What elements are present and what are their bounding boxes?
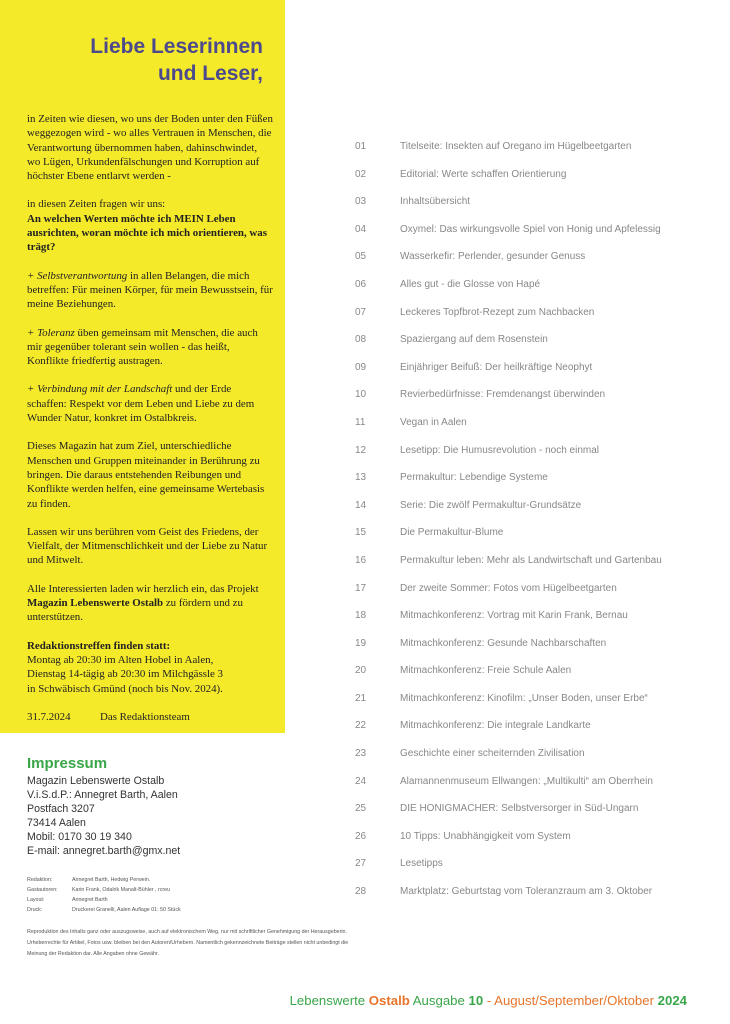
toc-page-number: 10 (355, 389, 367, 401)
toc-entry (355, 693, 725, 721)
toc-title: Mitmachkonferenz: Vortrag mit Karin Frank, Bernau (400, 610, 628, 622)
credit-value: Annegret Barth (72, 897, 108, 903)
meeting-line-2: Dienstag 14-tägig ab 20:30 im Milchgässle 3 (27, 668, 223, 681)
invitation-text-a: Alle Interessierten laden wir herzlich ein, das Projekt (27, 582, 259, 595)
toc-page-number: 02 (355, 168, 367, 180)
toc-entry (355, 251, 725, 279)
toc-entry (355, 610, 725, 638)
toc-entry (355, 196, 725, 224)
letter-value-connection (27, 382, 273, 425)
credit-label: Druck: (27, 907, 43, 913)
toc-title: 10 Tipps: Unabhängigkeit vom System (400, 830, 571, 842)
impressum-details (27, 775, 180, 858)
impressum-line: Postfach 3207 (27, 802, 95, 815)
toc-entry (355, 500, 725, 528)
toc-entry (355, 583, 725, 611)
credit-value: Karin Frank, Odalrik Manalt-Bühler , rcreu (72, 887, 171, 893)
toc-title: Permakultur: Lebendige Systeme (400, 472, 548, 484)
toc-page-number: 03 (355, 196, 367, 208)
toc-page-number: 15 (355, 527, 367, 539)
toc-entry (355, 334, 725, 362)
toc-entry (355, 472, 725, 500)
toc-title: Spaziergang auf dem Rosenstein (400, 334, 548, 346)
letter-value-tolerance (27, 326, 273, 369)
value-label: + Toleranz (27, 326, 75, 339)
meetings-heading: Redaktionstreffen finden statt: (27, 639, 171, 652)
toc-page-number: 26 (355, 830, 367, 842)
credit-row (27, 905, 181, 915)
value-text: in allen Belangen, die mich betreffen: Für meinen Körper, für mein Bewusstsein, für meine Beziehungen. (27, 269, 273, 311)
editorial-heading (90, 33, 263, 87)
letter-question-intro: in diesen Zeiten fragen wir uns: (27, 198, 166, 211)
disclaimer-line: Reproduktion des Inhalts ganz oder auszugsweise, auch auf elektronischem Weg, nur mit schriftlicher Genehmigung der Herausgeberin. (27, 929, 347, 935)
toc-page-number: 12 (355, 444, 367, 456)
toc-page-number: 01 (355, 141, 367, 152)
value-text: und der Erde schaffen: Respekt vor dem Leben und Liebe zu dem Wunder Natur, konkret im Ostalbkreis. (27, 383, 255, 425)
credit-label: Gastautoren: (27, 887, 58, 893)
toc-entry (355, 776, 725, 804)
toc-title: Permakultur leben: Mehr als Landwirtschaft und Gartenbau (400, 554, 662, 566)
toc-page-number: 22 (355, 720, 367, 732)
letter-paragraph-2 (27, 197, 273, 254)
footer-lebenswerte: Lebenswerte (289, 993, 366, 1008)
toc-page-number: 21 (355, 692, 367, 704)
toc-entry (355, 886, 725, 914)
editorial-panel (0, 0, 285, 733)
toc-page-number: 05 (355, 251, 367, 263)
toc-entry (355, 555, 725, 583)
toc-page-number: 18 (355, 610, 367, 622)
toc-title: Marktplatz: Geburtstag vom Toleranzraum am 3. Oktober (400, 886, 653, 898)
value-text: üben gemeinsam mit Menschen, die auch mir gegenüber tolerant sein wollen - das heißt, Konflikte friedfertig austragen. (27, 326, 258, 368)
toc-title: Wasserkefir: Perlender, gesunder Genuss (400, 251, 586, 263)
impressum-credits (27, 875, 181, 915)
toc-page-number: 09 (355, 361, 367, 373)
toc-title: Mitmachkonferenz: Die integrale Landkarte (400, 720, 591, 732)
toc-title: Einjähriger Beifuß: Der heilkräftige Neophyt (400, 361, 593, 373)
toc-entry (355, 638, 725, 666)
toc-title: Editorial: Werte schaffen Orientierung (400, 168, 567, 180)
toc-page-number: 23 (355, 748, 367, 760)
impressum-line: V.i.S.d.P.: Annegret Barth, Aalen (27, 788, 178, 801)
credit-label: Redaktion: (27, 877, 53, 883)
toc-page-number: 19 (355, 637, 367, 649)
credit-value: Annegret Barth, Hedwig Perwein. (72, 877, 151, 883)
value-label: + Selbstverantwortung (27, 269, 128, 282)
toc-entry (355, 389, 725, 417)
toc-page-number: 04 (355, 223, 367, 235)
toc-title: Oxymel: Das wirkungsvolle Spiel von Honig und Apfelessig (400, 223, 661, 235)
toc-title: Inhaltsübersicht (400, 196, 471, 208)
magazine-name: Magazin Lebenswerte Ostalb (27, 597, 164, 610)
footer-months: - August/September/Oktober (486, 993, 654, 1008)
toc-title: Leckeres Topfbrot-Rezept zum Nachbacken (400, 306, 595, 318)
toc-entry (355, 831, 725, 859)
toc-title: Serie: Die zwölf Permakultur-Grundsätze (400, 499, 582, 511)
toc-title: Revierbedürfnisse: Fremdenangst überwinden (400, 389, 606, 401)
toc-entry (355, 417, 725, 445)
letter-paragraph-peace: Lassen wir uns berühren vom Geist des Friedens, der Vielfalt, der Mitmenschlichkeit und der Liebe zu Natur und Mitwelt. (27, 525, 268, 567)
toc-entry (355, 279, 725, 307)
credit-row (27, 875, 181, 885)
letter-signature: Das Redaktionsteam (100, 710, 190, 723)
toc-entry (355, 748, 725, 776)
toc-entry (355, 527, 725, 555)
disclaimer-line: Urheberrechte für Artikel, Fotos usw. bleiben bei den Autoren/Urhebern. Namentlich gekennzeichnete Beiträge stellen nicht unbedingt die (27, 940, 349, 946)
toc-page-number: 08 (355, 334, 367, 346)
impressum-line: Mobil: 0170 30 19 340 (27, 830, 132, 843)
letter-date: 31.7.2024 (27, 710, 71, 723)
toc-page-number: 17 (355, 582, 367, 594)
toc-title: Der zweite Sommer: Fotos vom Hügelbeetgarten (400, 582, 617, 594)
toc-entry (355, 803, 725, 831)
impressum-line: E-mail: annegret.barth@gmx.net (27, 844, 181, 857)
footer-issue-number: 10 (468, 993, 484, 1008)
letter-paragraph-goal: Dieses Magazin hat zum Ziel, unterschiedliche Menschen und Gruppen miteinander in Berührung zu bringen. Die daraus entstehenden Reibungen und Konflikte werden helfen, eine gemeinsame Wertebasis zu finden. (27, 440, 265, 510)
toc-page-number: 06 (355, 278, 367, 290)
toc-page-number: 28 (355, 886, 367, 898)
toc-page-number: 16 (355, 554, 367, 566)
editorial-letter (27, 112, 273, 724)
letter-signature-row (27, 710, 273, 724)
toc-entry (355, 307, 725, 335)
letter-meetings (27, 639, 273, 696)
toc-title: Mitmachkonferenz: Freie Schule Aalen (400, 665, 572, 677)
toc-title: Geschichte einer scheiternden Zivilisation (400, 748, 585, 760)
toc-page-number: 20 (355, 665, 367, 677)
footer-ausgabe: Ausgabe (412, 993, 465, 1008)
impressum-line: 73414 Aalen (27, 816, 86, 829)
credit-value: Druckerei Granelli, Aalen Auflage 01: 50 Stück (72, 907, 181, 913)
invitation-text-b: zu fördern und zu unterstützen. (27, 597, 243, 624)
toc-page-number: 27 (355, 858, 367, 870)
credit-row (27, 885, 181, 895)
toc-entry (355, 720, 725, 748)
toc-title: Lesetipp: Die Humusrevolution - noch einmal (400, 444, 599, 456)
value-label: + Verbindung mit der Landschaft (27, 383, 173, 396)
toc-title: Vegan in Aalen (400, 416, 467, 428)
toc-title: Lesetipps (400, 858, 443, 870)
credit-label: Layout: (27, 897, 45, 903)
toc-title: Die Permakultur-Blume (400, 527, 504, 539)
toc-entry (355, 445, 725, 473)
letter-paragraph-1: in Zeiten wie diesen, wo uns der Boden unter den Füßen weggezogen wird - wo alles Vertrauen in Menschen, die Verantwortung übernommen haben, dahinschwindet, wo Lügen, Urkundenfälschungen und Korruption auf höchster Ebene entlarvt werden - (27, 113, 273, 183)
greeting-line-2: und Leser, (157, 62, 263, 85)
toc-page-number: 11 (355, 416, 366, 428)
greeting-line-1: Liebe Leserinnen (90, 35, 263, 58)
toc-title: DIE HONIGMACHER: Selbstversorger in Süd-Ungarn (400, 803, 639, 815)
letter-question: An welchen Werten möchte ich MEIN Leben ausrichten, woran möchte ich mich orientieren, was trägt? (27, 212, 267, 254)
toc-entry (355, 141, 725, 169)
toc-entry (355, 362, 725, 390)
toc-entry (355, 169, 725, 197)
disclaimer-line: Meinung der Redaktion dar. Alle Angaben ohne Gewähr. (27, 951, 159, 957)
footer-ostalb: Ostalb (368, 993, 410, 1008)
toc-entry (355, 858, 725, 886)
toc-title: Mitmachkonferenz: Gesunde Nachbarschaften (400, 637, 607, 649)
toc-page-number: 24 (355, 775, 367, 787)
toc-title: Titelseite: Insekten auf Oregano im Hügelbeetgarten (400, 141, 632, 152)
letter-paragraph-invitation (27, 582, 273, 625)
meeting-line-1: Montag ab 20:30 im Alten Hobel in Aalen, (27, 653, 214, 666)
toc-title: Alamannenmuseum Ellwangen: „Multikulti“ am Oberrhein (400, 775, 653, 787)
table-of-contents (355, 141, 725, 914)
impressum-title: Impressum (27, 755, 108, 772)
toc-title: Alles gut - die Glosse von Hapé (400, 278, 541, 290)
letter-value-self-responsibility (27, 269, 273, 312)
toc-page-number: 13 (355, 472, 367, 484)
toc-page-number: 25 (355, 803, 367, 815)
toc-entry (355, 224, 725, 252)
issue-footer (290, 993, 687, 1008)
toc-title: Mitmachkonferenz: Kinofilm: „Unser Boden, unser Erbe“ (400, 692, 648, 704)
toc-page-number: 07 (355, 306, 367, 318)
toc-entry (355, 665, 725, 693)
toc-page-number: 14 (355, 499, 367, 511)
impressum-line: Magazin Lebenswerte Ostalb (27, 775, 165, 787)
impressum-disclaimer (27, 927, 447, 960)
footer-year: 2024 (657, 993, 687, 1008)
credit-row (27, 895, 181, 905)
meeting-line-3: in Schwäbisch Gmünd (noch bis Nov. 2024). (27, 682, 223, 695)
